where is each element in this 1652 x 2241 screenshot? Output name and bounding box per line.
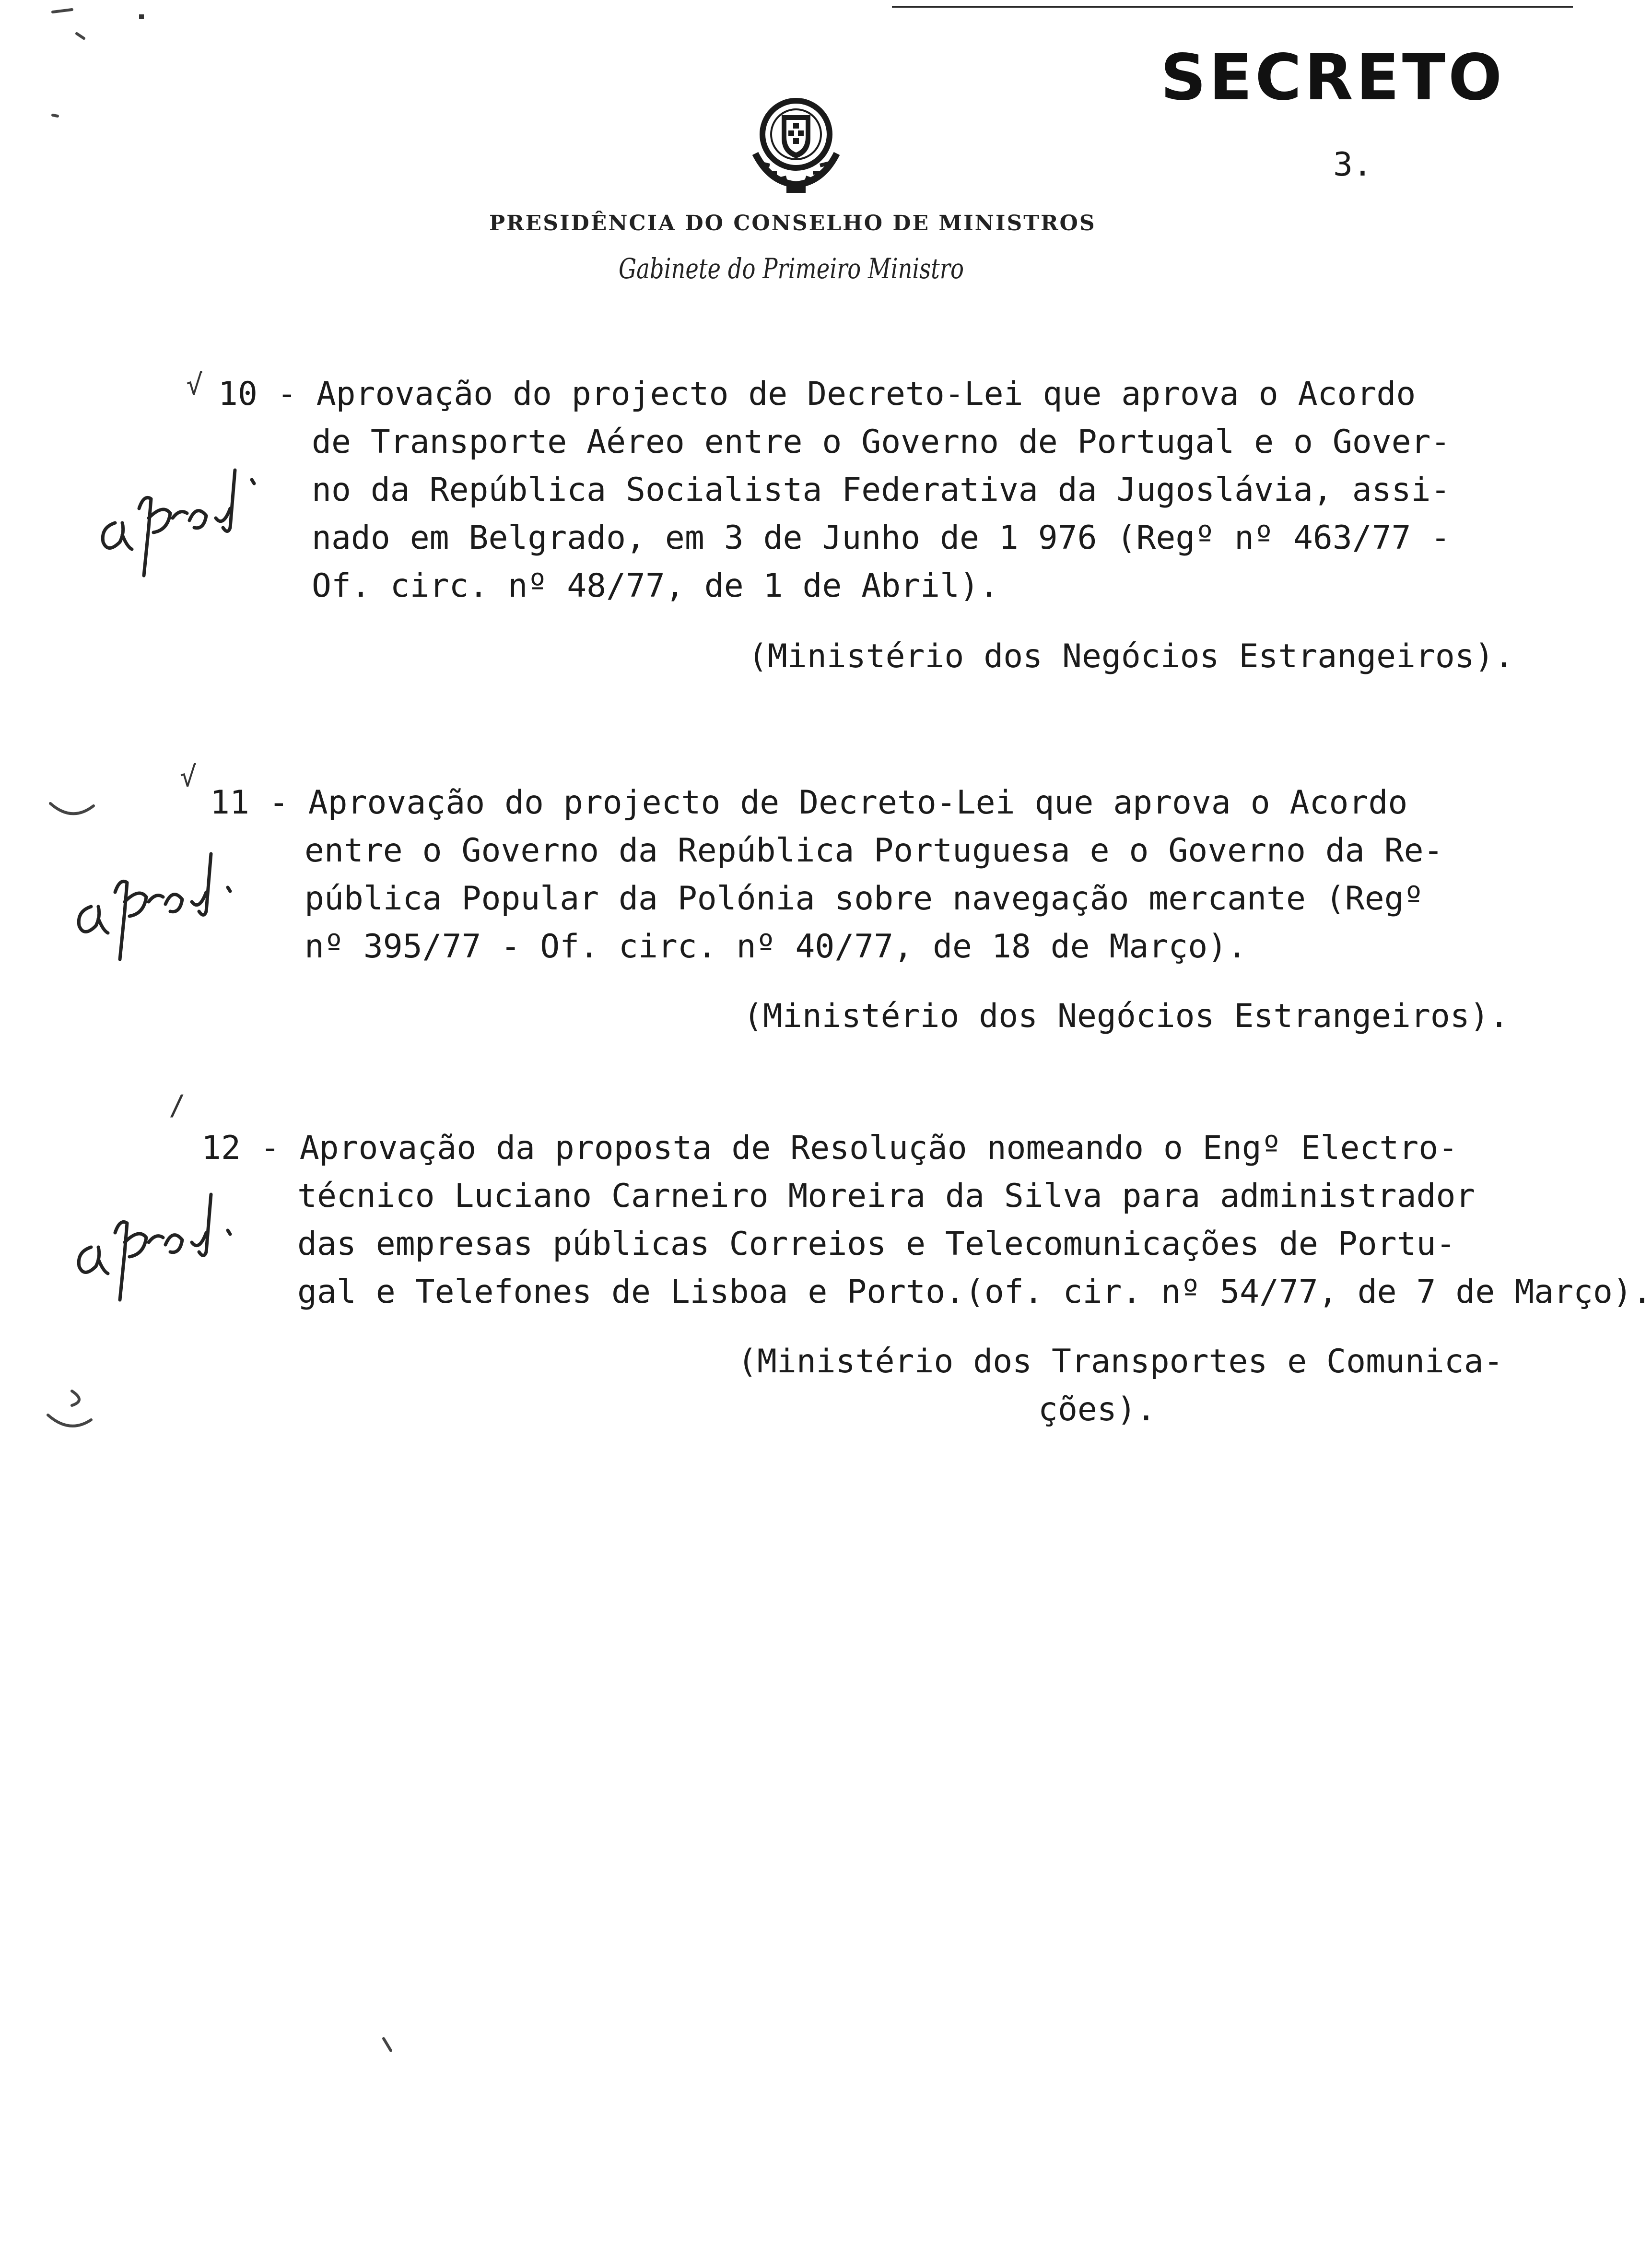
handwritten-approval-annotation xyxy=(86,451,288,595)
item-12-ministry-line-2: ções). xyxy=(1038,1391,1156,1428)
item-11-line-2: entre o Governo da República Portuguesa e o Governo da Re- xyxy=(305,832,1443,870)
item-10-line-2: de Transporte Aéreo entre o Governo de Portugal e o Gover- xyxy=(312,423,1451,461)
svg-text:Gabinete do Primeiro Ministro: Gabinete do Primeiro Ministro xyxy=(619,252,964,285)
item-12-line-1: 12 - Aprovação da proposta de Resolução nomeando o Engº Electro- xyxy=(201,1129,1458,1167)
item-12-line-2: técnico Luciano Carneiro Moreira da Silva para administrador xyxy=(297,1177,1476,1215)
item-10-ministry: (Ministério dos Negócios Estrangeiros). xyxy=(748,637,1514,675)
handwritten-approval-annotation xyxy=(62,835,264,979)
item-12-ministry-line-1: (Ministério dos Transportes e Comunica- xyxy=(738,1343,1503,1380)
item-12-line-3: das empresas públicas Correios e Telecomunicações de Portu- xyxy=(297,1225,1456,1263)
institution-name: PRESIDÊNCIA DO CONSELHO DE MINISTROS xyxy=(489,211,1096,236)
item-11-line-1: 11 - Aprovação do projecto de Decreto-Lei que aprova o Acordo xyxy=(210,784,1408,822)
handwritten-approval-annotation xyxy=(62,1175,264,1319)
item-10-line-5: Of. circ. nº 48/77, de 1 de Abril). xyxy=(312,567,999,605)
office-script-title xyxy=(614,240,969,297)
item-11-ministry: (Ministério dos Negócios Estrangeiros). xyxy=(743,997,1509,1035)
classification-stamp: SECRETO xyxy=(1160,41,1505,115)
margin-punch-mark xyxy=(43,1386,96,1434)
item-12-line-4: gal e Telefones de Lisboa e Porto.(of. cir. nº 54/77, de 7 de Março). xyxy=(297,1273,1652,1311)
item-10-line-4: nado em Belgrado, em 3 de Junho de 1 976 (Regº nº 463/77 - xyxy=(312,519,1451,557)
check-mark: √ xyxy=(186,368,203,401)
check-mark: / xyxy=(169,1089,186,1121)
top-rule xyxy=(892,6,1573,8)
item-11-line-4: nº 395/77 - Of. circ. nº 40/77, de 18 de Março). xyxy=(305,928,1247,966)
margin-punch-mark xyxy=(46,796,98,825)
scan-speck xyxy=(379,2034,398,2063)
page-number: 3. xyxy=(1333,146,1372,184)
scan-speck xyxy=(43,0,163,153)
coat-of-arms-icon xyxy=(741,82,851,197)
item-10-line-3: no da República Socialista Federativa da Jugoslávia, assi- xyxy=(312,471,1451,509)
check-mark: √ xyxy=(180,760,197,793)
item-10-line-1: 10 - Aprovação do projecto de Decreto-Lei que aprova o Acordo xyxy=(218,375,1416,413)
item-11-line-3: pública Popular da Polónia sobre navegação mercante (Regº xyxy=(305,880,1424,918)
